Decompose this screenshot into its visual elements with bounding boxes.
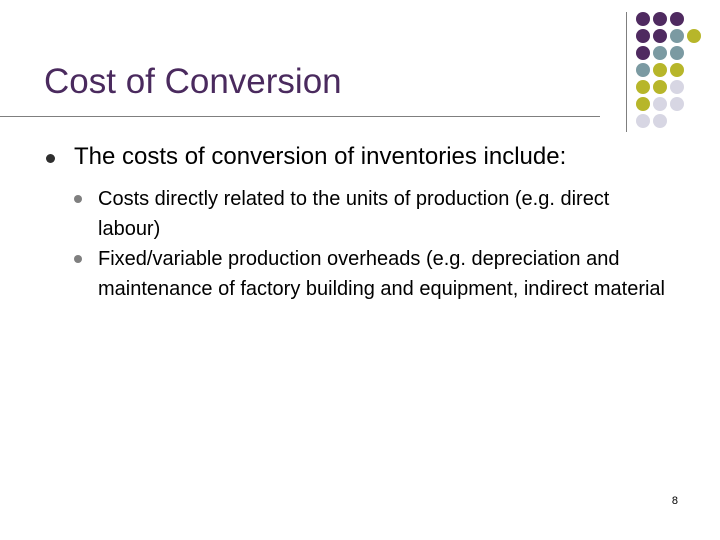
decor-dot bbox=[687, 80, 701, 94]
decor-dot bbox=[687, 12, 701, 26]
decor-dot bbox=[636, 46, 650, 60]
bullet-item bbox=[44, 142, 674, 172]
vertical-divider bbox=[626, 12, 627, 132]
decor-dot bbox=[636, 80, 650, 94]
decor-dot bbox=[653, 97, 667, 111]
decor-dot bbox=[687, 114, 701, 128]
decor-dot bbox=[670, 80, 684, 94]
decor-dot bbox=[670, 114, 684, 128]
decor-dot bbox=[670, 46, 684, 60]
dot-decoration bbox=[636, 12, 701, 128]
decor-dot bbox=[636, 29, 650, 43]
decor-dot bbox=[670, 12, 684, 26]
sub-bullet-text: Fixed/variable production overheads (e.g. depreciation and maintenance of factory building and equipment, indirect material bbox=[98, 248, 665, 300]
decor-dot bbox=[636, 114, 650, 128]
decor-dot bbox=[687, 29, 701, 43]
decor-dot bbox=[670, 63, 684, 77]
decor-dot bbox=[636, 12, 650, 26]
decor-dot bbox=[636, 97, 650, 111]
decor-dot bbox=[653, 63, 667, 77]
slide-content bbox=[44, 142, 674, 304]
decor-dot bbox=[670, 29, 684, 43]
sub-bullet-item bbox=[74, 244, 674, 304]
decor-dot bbox=[653, 80, 667, 94]
page-number: 8 bbox=[671, 495, 678, 507]
sub-bullet-list bbox=[74, 184, 674, 304]
decor-dot bbox=[636, 63, 650, 77]
decor-dot bbox=[653, 46, 667, 60]
decor-dot bbox=[653, 114, 667, 128]
decor-dot bbox=[670, 97, 684, 111]
decor-dot bbox=[687, 46, 701, 60]
decor-dot bbox=[687, 97, 701, 111]
sub-bullet-text: Costs directly related to the units of production (e.g. direct labour) bbox=[98, 188, 610, 240]
sub-bullet-item bbox=[74, 184, 674, 244]
bullet-icon bbox=[46, 154, 55, 163]
bullet-text: The costs of conversion of inventories include: bbox=[74, 143, 567, 170]
decor-dot bbox=[653, 29, 667, 43]
sub-bullet-icon bbox=[74, 255, 82, 263]
title-divider bbox=[0, 116, 600, 117]
decor-dot bbox=[687, 63, 701, 77]
slide-title: Cost of Conversion bbox=[44, 62, 342, 101]
sub-bullet-icon bbox=[74, 195, 82, 203]
decor-dot bbox=[653, 12, 667, 26]
